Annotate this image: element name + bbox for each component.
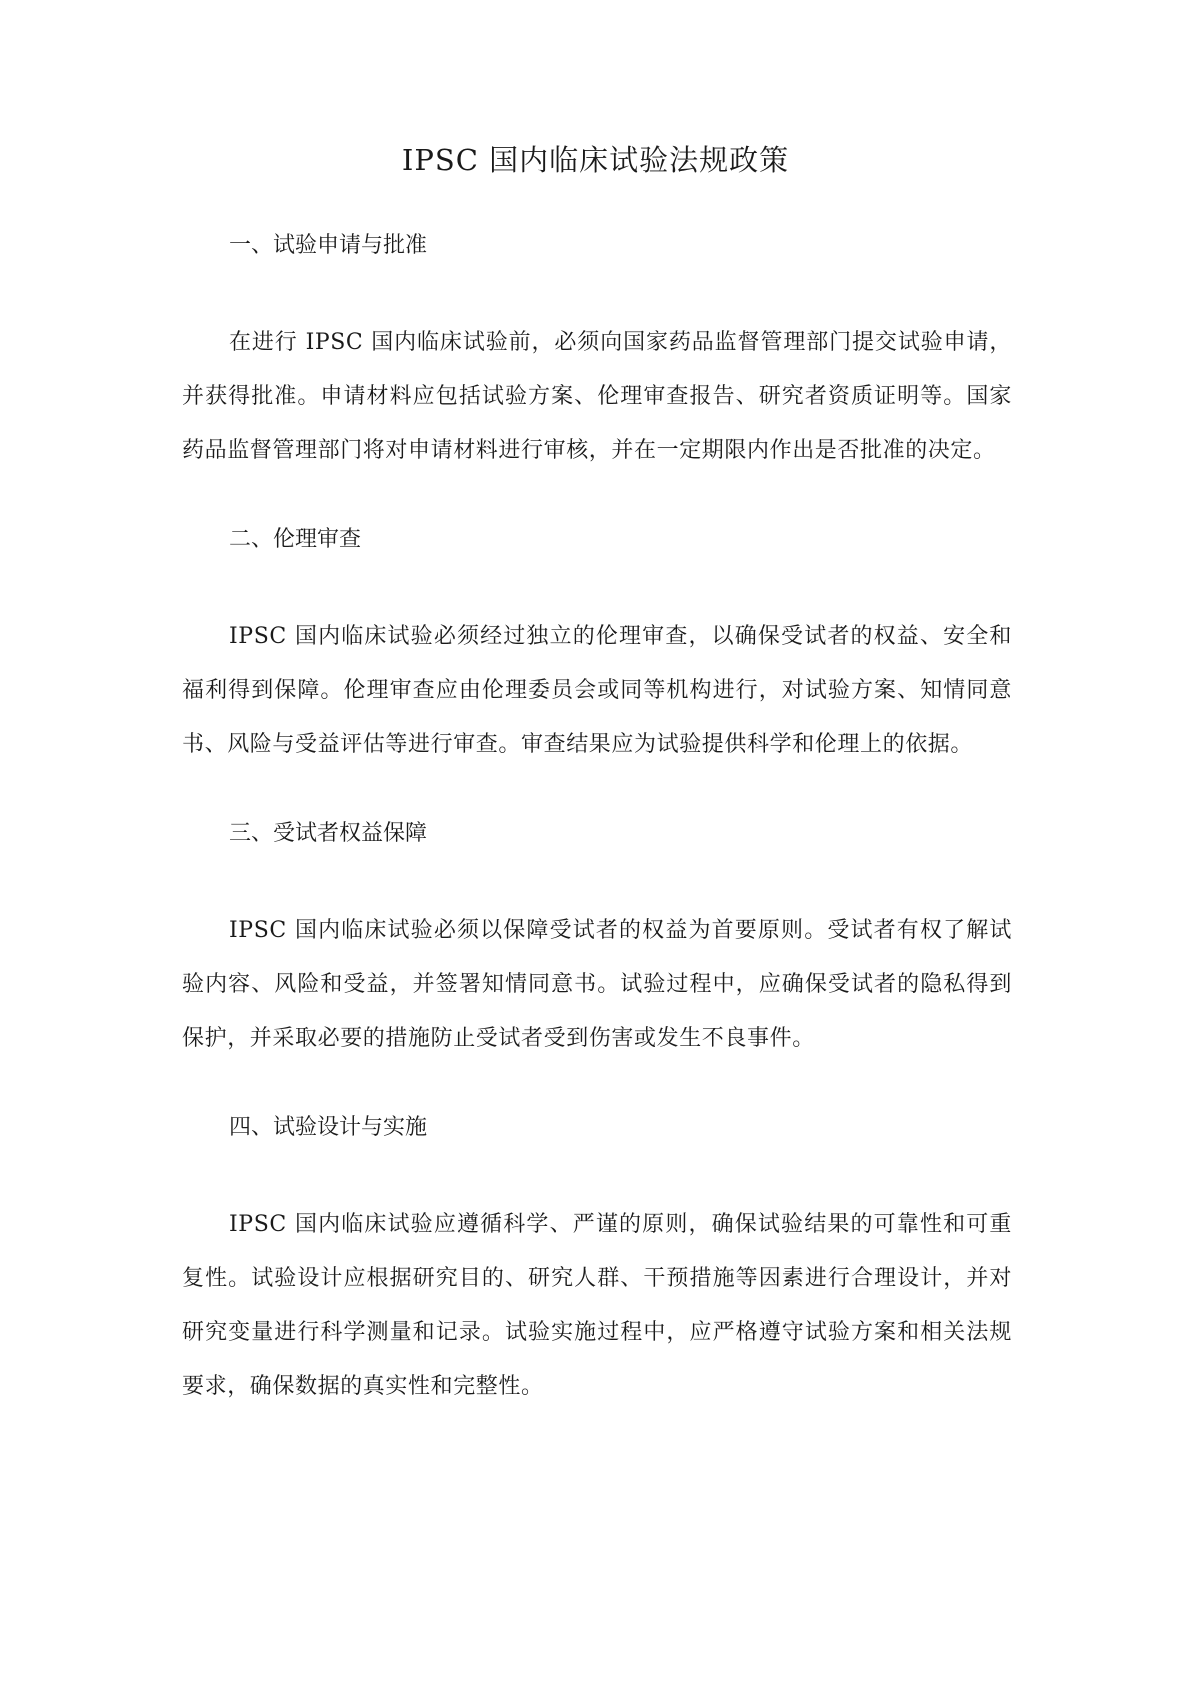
section-heading-2: 二、伦理审查 xyxy=(229,527,362,552)
section-paragraph-1: 在进行 IPSC 国内临床试验前，必须向国家药品监督管理部门提交试验申请，并获得批准。申请材料应包括试验方案、伦理审查报告、研究者资质证明等。国家药品监督管理部门将对申请材料进行审核，并在一定期限内作出是否批准的决定。 xyxy=(182,330,1012,463)
document-title: IPSC 国内临床试验法规政策 xyxy=(401,143,790,177)
section-heading-1: 一、试验申请与批准 xyxy=(229,233,428,258)
section-heading-4: 四、试验设计与实施 xyxy=(229,1115,428,1140)
section-heading-3: 三、受试者权益保障 xyxy=(229,821,428,846)
section-paragraph-2: IPSC 国内临床试验必须经过独立的伦理审查，以确保受试者的权益、安全和福利得到保障。伦理审查应由伦理委员会或同等机构进行，对试验方案、知情同意书、风险与受益评估等进行审查。审查结果应为试验提供科学和伦理上的依据。 xyxy=(182,624,1012,757)
document-body xyxy=(182,228,1012,1414)
section-paragraph-4: IPSC 国内临床试验应遵循科学、严谨的原则，确保试验结果的可靠性和可重复性。试验设计应根据研究目的、研究人群、干预措施等因素进行合理设计，并对研究变量进行科学测量和记录。试验实施过程中，应严格遵守试验方案和相关法规要求，确保数据的真实性和完整性。 xyxy=(182,1212,1012,1399)
section-paragraph-3: IPSC 国内临床试验必须以保障受试者的权益为首要原则。受试者有权了解试验内容、风险和受益，并签署知情同意书。试验过程中，应确保受试者的隐私得到保护，并采取必要的措施防止受试者受到伤害或发生不良事件。 xyxy=(182,918,1012,1051)
